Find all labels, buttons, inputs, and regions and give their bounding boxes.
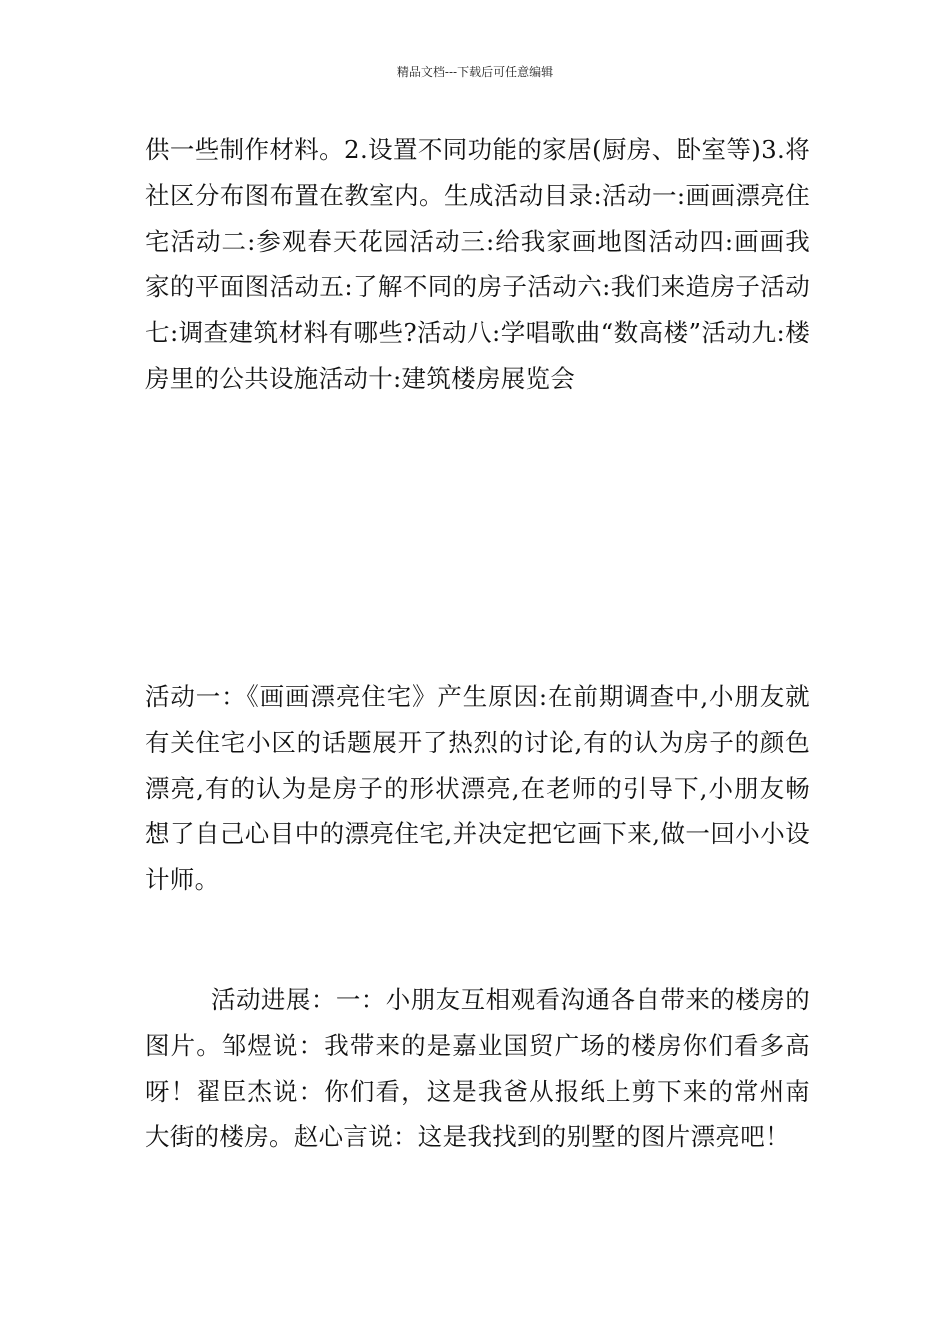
paragraph-activity-list: 供一些制作材料。2.设置不同功能的家居(厨房、卧室等)3.将社区分布图布置在教室内。生成活动目录:活动一:画画漂亮住宅活动二:参观春天花园活动三:给我家画地图活动四:画画我家的平面图活动五:了解不同的房子活动六:我们来造房子活动七:调查建筑材料有哪些?活动八:学唱歌曲“数高楼”活动九:楼房里的公共设施活动十:建筑楼房展览会: [145, 135, 810, 393]
page-header: 精品文档---下载后可任意编辑: [396, 65, 554, 79]
paragraph-activity-one: 活动一：《画画漂亮住宅》产生原因:在前期调查中,小朋友就有关住宅小区的话题展开了热烈的讨论,有的认为房子的颜色漂亮,有的认为是房子的形状漂亮,在老师的引导下,小朋友畅想了自己心目中的漂亮住宅,并决定把它画下来,做一回小小设计师。: [145, 682, 810, 895]
paragraph-activity-progress: 活动进展：一：小朋友互相观看沟通各自带来的楼房的图片。邹煜说：我带来的是嘉业国贸广场的楼房你们看多高呀！翟臣杰说：你们看，这是我爸从报纸上剪下来的常州南大街的楼房。赵心言说：这是我找到的别墅的图片漂亮吧！: [145, 985, 810, 1152]
